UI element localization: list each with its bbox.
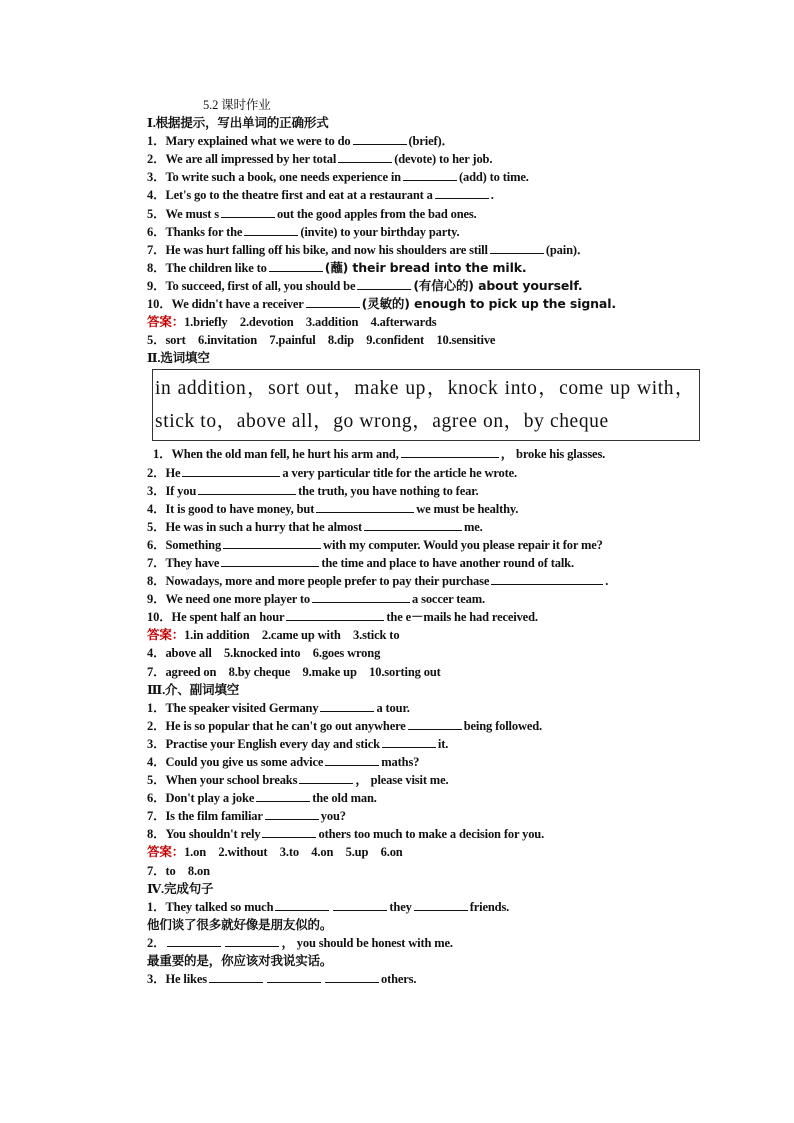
answer-blank[interactable] xyxy=(353,132,407,145)
answer-blank[interactable] xyxy=(275,898,329,911)
answer-blank[interactable] xyxy=(299,771,353,784)
s3-item-4: 4．Could you give us some advice maths? xyxy=(147,755,420,769)
section-4-heading: Ⅳ.完成句子 xyxy=(147,881,214,896)
answer-blank[interactable] xyxy=(221,205,275,218)
section-2-heading: Ⅱ.选词填空 xyxy=(147,351,210,366)
answer-blank[interactable] xyxy=(286,608,384,621)
s1-item-10: 10．We didn't have a receiver (灵敏的) enough to pick up the signal. xyxy=(147,296,616,312)
answer-blank[interactable] xyxy=(408,717,462,730)
s3-answers-2: 7．to 8.on xyxy=(147,863,210,878)
s2-answers-1: 答案：1.in addition 2.came up with 3.stick to xyxy=(147,628,400,643)
s4-item-3: 3．He likes others. xyxy=(147,972,417,987)
answer-blank[interactable] xyxy=(338,150,392,163)
s3-item-6: 6．Don't play a joke the old man. xyxy=(147,791,377,806)
answer-blank[interactable] xyxy=(320,699,374,712)
answer-blank[interactable] xyxy=(221,554,319,567)
s1-item-5: 5．We must s out the good apples from the bad ones. xyxy=(147,206,477,221)
answer-blank[interactable] xyxy=(414,898,468,911)
s1-item-2: 2．We are all impressed by her total (devote) to her job. xyxy=(147,152,493,167)
answer-blank[interactable] xyxy=(244,223,298,236)
s2-item-7: 7．They have the time and place to have another round of talk. xyxy=(147,555,574,570)
answer-blank[interactable] xyxy=(267,970,321,983)
s2-item-2: 2．He a very particular title for the article he wrote. xyxy=(147,465,518,480)
page-title: 5.2 课时作业 xyxy=(203,98,271,112)
answer-blank[interactable] xyxy=(269,259,323,272)
s3-answers-1: 答案：1.on 2.without 3.to 4.on 5.up 6.on xyxy=(147,845,403,860)
s2-item-6: 6．Something with my computer. Would you please repair it for me? xyxy=(147,537,603,552)
s1-item-6: 6．Thanks for the (invite) to your birthday party. xyxy=(147,224,460,239)
worksheet-content xyxy=(147,96,707,988)
section-3-heading: Ⅲ.介、副词填空 xyxy=(147,682,240,697)
answer-blank[interactable] xyxy=(265,807,319,820)
s4-item-1: 1．They talked so much they friends. xyxy=(147,899,510,914)
answer-blank[interactable] xyxy=(382,735,436,748)
s1-item-1: 1．Mary explained what we were to do (brief)． xyxy=(147,134,454,149)
answer-blank[interactable] xyxy=(401,445,499,458)
answer-blank[interactable] xyxy=(256,789,310,802)
answer-blank[interactable] xyxy=(364,518,462,531)
answer-blank[interactable] xyxy=(403,168,457,181)
answer-blank[interactable] xyxy=(225,934,279,947)
answer-blank[interactable] xyxy=(182,464,280,477)
section-1-heading: Ⅰ.根据提示，写出单词的正确形式 xyxy=(147,116,329,131)
s1-item-3: 3．To write such a book, one needs experience in (add) to time. xyxy=(147,170,529,185)
answer-blank[interactable] xyxy=(262,825,316,838)
s1-answers-2: 5．sort 6.invitation 7.painful 8.dip 9.confident 10.sensitive xyxy=(147,333,496,348)
answer-blank[interactable] xyxy=(491,572,603,585)
s4-item-2-chinese: 最重要的是，你应该对我说实话。 xyxy=(147,953,333,969)
s1-item-4: 4．Let's go to the theatre first and eat at a restaurant a . xyxy=(147,188,494,203)
s2-answers-3: 7．agreed on 8.by cheque 9.make up 10.sorting out xyxy=(147,664,441,679)
s2-answers-2: 4．above all 5.knocked into 6.goes wrong xyxy=(147,646,381,661)
answer-blank[interactable] xyxy=(490,241,544,254)
s2-item-10: 10．He spent half an hour the e－mails he had received. xyxy=(147,610,538,625)
phrase-box: in addition，sort out，make up，knock into，come up with，stick to，above all，go wrong，agree on，by cheque xyxy=(152,369,700,441)
s3-item-3: 3．Practise your English every day and stick it. xyxy=(147,736,449,751)
answer-blank[interactable] xyxy=(312,590,410,603)
s4-item-2: 2． ， you should be honest with me. xyxy=(147,935,453,950)
s2-item-9: 9．We need one more player to a soccer team. xyxy=(147,592,486,607)
s1-item-8: 8．The children like to (蘸) their bread into the milk. xyxy=(147,259,527,275)
s3-item-5: 5．When your school breaks ， please visit me. xyxy=(147,773,449,788)
s2-item-5: 5．He was in such a hurry that he almost me. xyxy=(147,519,483,534)
answer-blank[interactable] xyxy=(357,277,411,290)
s1-item-9: 9．To succeed, first of all, you should be (有信心的) about yourself. xyxy=(147,277,583,293)
s4-item-1-chinese: 他们谈了很多就好像是朋友似的。 xyxy=(147,916,333,932)
s1-answers-1: 答案：1.briefly 2.devotion 3.addition 4.afterwards xyxy=(147,315,437,330)
s1-item-7: 7．He was hurt falling off his bike, and now his shoulders are still (pain)． xyxy=(147,242,590,257)
answer-label: 答案： xyxy=(147,628,185,643)
s2-item-8: 8．Nowadays, more and more people prefer to pay their purchase . xyxy=(147,574,609,589)
s3-item-2: 2．He is so popular that he can't go out anywhere being followed. xyxy=(147,718,542,733)
s2-item-4: 4．It is good to have money, but we must be healthy. xyxy=(147,501,519,516)
answer-blank[interactable] xyxy=(167,934,221,947)
answer-blank[interactable] xyxy=(306,295,360,308)
answer-blank[interactable] xyxy=(223,536,321,549)
answer-blank[interactable] xyxy=(333,898,387,911)
s2-item-3: 3．If you the truth, you have nothing to fear. xyxy=(147,483,479,498)
answer-label: 答案： xyxy=(147,315,185,330)
s3-item-1: 1．The speaker visited Germany a tour. xyxy=(147,700,410,715)
answer-blank[interactable] xyxy=(316,500,414,513)
answer-blank[interactable] xyxy=(435,186,489,199)
s3-item-7: 7．Is the film familiar you? xyxy=(147,809,346,824)
answer-blank[interactable] xyxy=(198,482,296,495)
s3-item-8: 8．You shouldn't rely others too much to make a decision for you. xyxy=(147,827,545,842)
answer-blank[interactable] xyxy=(209,970,263,983)
s2-item-1: 1．When the old man fell, he hurt his arm and, ， broke his glasses. xyxy=(153,447,606,462)
answer-label: 答案： xyxy=(147,845,185,860)
answer-blank[interactable] xyxy=(325,970,379,983)
answer-blank[interactable] xyxy=(325,753,379,766)
